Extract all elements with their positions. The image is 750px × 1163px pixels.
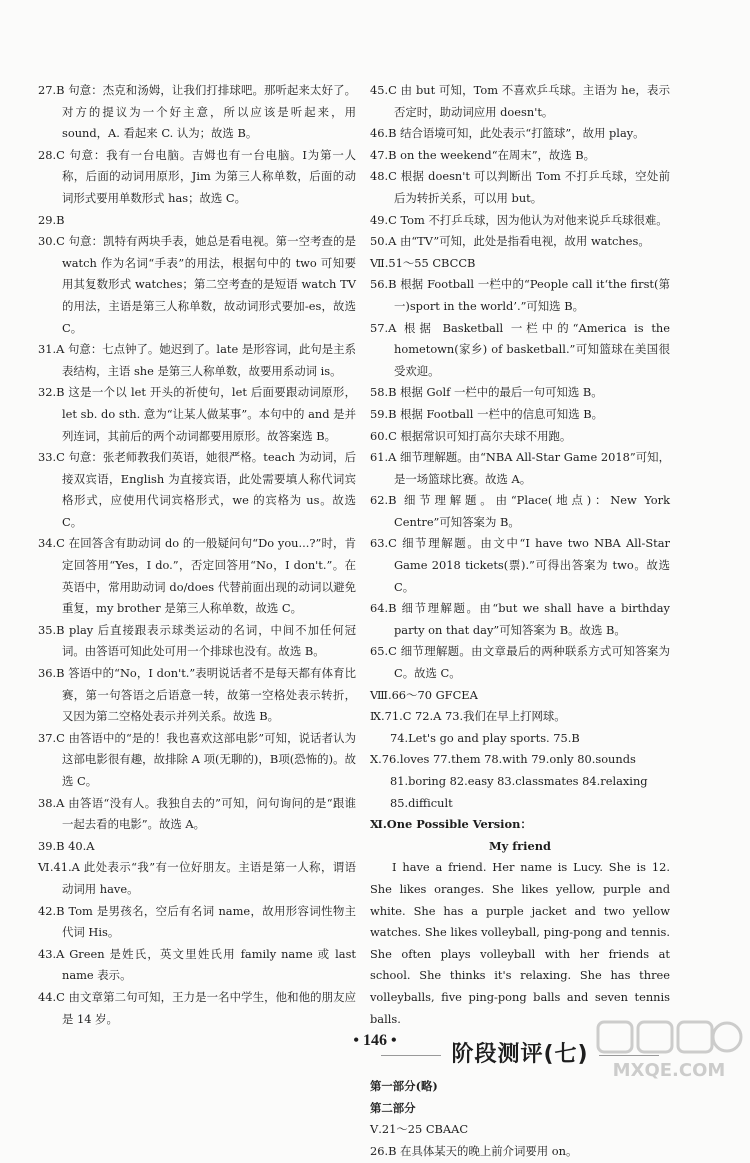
section-10-answers — [370, 749, 670, 814]
section-9-line-1: Ⅸ.71.C 72.A 73.我们在早上打网球。 — [370, 709, 566, 724]
left-answer-entry: Ⅵ.41.A 此处表示“我”有一位好朋友。主语是第一人称，谓语动词用 have。 — [38, 860, 356, 896]
essay-body: I have a friend. Her name is Lucy. She is 12. She likes oranges. She likes yellow, purple and white. She has a purple jacket and two yellow watches. She likes volleyball, ping-pong and tennis. She often plays volleyball with her friends at school. She thinks it's relaxing. She has three volleyballs, five ping-pong balls and seven tennis balls. — [370, 860, 670, 1026]
right-answer-entry: Ⅶ.51～55 CBCCB — [370, 255, 476, 270]
section-11-heading: Ⅺ.One Possible Version： — [370, 817, 532, 832]
watermark-logo — [594, 1018, 744, 1084]
left-answer-entry: 44.C 由文章第二句可知，王力是一名中学生，他和他的朋友应是 14 岁。 — [38, 989, 356, 1026]
right-answer-entry: 63.C 细节理解题。由文中“I have two NBA All-Star Game 2018 tickets(票).”可得出答案为 two。故选 C。 — [370, 536, 670, 594]
left-answer-entry: 32.B 这是一个以 let 开头的祈使句，let 后面要跟动词原形，let sb. do sth. 意为“让某人做某事”。本句中的 and 是并列连词，其前后的两个动词都要用原形。故答案选 B。 — [38, 385, 356, 443]
right-entry-list — [370, 80, 670, 685]
section-9-line-2: 74.Let's go and play sports. 75.B — [390, 730, 580, 745]
right-answer-entry: 60.C 根据常识可知打高尔夫球不用跑。 — [370, 428, 572, 443]
section-9-answers — [370, 706, 670, 749]
stage-title-text: 阶段测评(七) — [451, 1042, 589, 1068]
page-number: • 146 • — [353, 1032, 397, 1049]
right-answer-entry: 46.B 结合语境可知，此处表示“打篮球”，故用 play。 — [370, 126, 645, 141]
left-answer-entry: 27.B 句意：杰克和汤姆，让我们打排球吧。那听起来太好了。对方的提议为一个好主意，所以应该是听起来，用 sound，A. 看起来 C. 认为；故选 B。 — [38, 83, 356, 141]
left-answer-entry: 42.B Tom 是男孩名，空后有名词 name，故用形容词性物主代词 His。 — [38, 903, 356, 940]
right-answer-entry: 49.C Tom 不打乒乓球，因为他认为对他来说乒乓球很难。 — [370, 212, 668, 227]
left-column — [38, 80, 356, 1030]
right-column — [370, 80, 670, 1163]
section-10-line-2: 81.boring 82.easy 83.classmates 84.relaxing — [390, 774, 648, 788]
left-answer-entry: 36.B 答语中的“No，I don't.”表明说话者不是每天都有体育比赛，第一句答语之后语意一转，故第一空格处表示转折，又因为第二空格处表示并列关系。故选 B。 — [38, 666, 356, 724]
left-answer-entry: 38.A 由答语“没有人。我独自去的”可知，问句询问的是“跟谁一起去看的电影”。故选 A。 — [38, 795, 356, 832]
right-answer-entry: 45.C 由 but 可知，Tom 不喜欢乒乓球。主语为 he，表示否定时，助动词应用 doesn't。 — [370, 83, 670, 119]
left-answer-entry: 39.B 40.A — [38, 838, 95, 853]
section-8-answers: Ⅷ.66～70 GFCEA — [370, 687, 478, 702]
right-answer-entry: 62.B 细节理解题。由“Place(地点)：New York Centre”可知答案为 B。 — [370, 493, 670, 529]
right-answer-entry: 61.A 细节理解题。由“NBA All-Star Game 2018”可知，是一场篮球比赛。故选 A。 — [370, 450, 670, 486]
section-5-answers: Ⅴ.21～25 CBAAC — [370, 1122, 469, 1137]
left-answer-entry: 31.A 句意：七点钟了。她迟到了。late 是形容词，此句是主系表结构，主语 she 是第三人称单数，故要用系动词 is。 — [38, 342, 356, 378]
part-1-heading: 第一部分(略) — [370, 1079, 438, 1094]
right-answer-entry: 65.C 细节理解题。由文章最后的两种联系方式可知答案为 C。故选 C。 — [370, 644, 670, 681]
section-10-line-3: 85.difficult — [390, 795, 453, 810]
left-answer-entry: 37.C 由答语中的“是的！我也喜欢这部电影”可知，说话者认为这部电影很有趣，故排除 A 项(无聊的)，B项(恐怖的)。故选 C。 — [38, 730, 356, 788]
title-rule-left — [381, 1055, 441, 1056]
right-answer-entry: 58.B 根据 Golf 一栏中的最后一句可知选 B。 — [370, 385, 603, 400]
part-2-heading: 第二部分 — [370, 1100, 416, 1115]
right-answer-entry: 59.B 根据 Football 一栏中的信息可知选 B。 — [370, 406, 603, 421]
svg-text:MXQE.COM: MXQE.COM — [612, 1060, 726, 1081]
answer-26: 26.B 在具体某天的晚上前介词要用 on。 — [370, 1143, 578, 1158]
left-answer-entry: 29.B — [38, 212, 65, 227]
left-answer-entry: 34.C 在回答含有助动词 do 的一般疑问句“Do you...?”时，肯定回答用“Yes，I do.”，否定回答用“No，I don't.”。在英语中，常用助动词 do/does 代替前面出现的动词以避免重复，my brother 是第三人称单数，故选 C。 — [38, 536, 356, 616]
left-answer-entry: 35.B play 后直接跟表示球类运动的名词，中间不加任何冠词。由答语可知此处可用一个排球也没有。故选 B。 — [38, 622, 356, 659]
right-answer-entry: 47.B on the weekend“在周末”，故选 B。 — [370, 147, 596, 162]
essay-title: My friend — [489, 838, 551, 853]
essay — [370, 857, 670, 1030]
left-answer-entry: 30.C 句意：凯特有两块手表，她总是看电视。第一空考查的是 watch 作为名词“手表”的用法，根据句中的 two 可知要用其复数形式 watches；第二空考查的是短语 watch TV 的用法，主语是第三人称单数，故动词形式要加-es，故选 C。 — [38, 234, 356, 335]
right-answer-entry: 57.A 根据 Basketball 一栏中的“America is the hometown(家乡) of basketball.”可知篮球在美国很受欢迎。 — [370, 320, 670, 378]
section-10-line-1: Ⅹ.76.loves 77.them 78.with 79.only 80.sounds — [370, 752, 636, 767]
left-answer-entry: 28.C 句意：我有一台电脑。吉姆也有一台电脑。I为第一人称，后面的动词用原形，Jim 为第三人称单数，后面的动词形式要用单数形式 has；故选 C。 — [38, 147, 356, 205]
right-answer-entry: 56.B 根据 Football 一栏中的“People call it‘the first(第一)sport in the world’.”可知选 B。 — [370, 277, 670, 313]
right-answer-entry: 64.B 细节理解题。由“but we shall have a birthday party on that day”可知答案为 B。故选 B。 — [370, 601, 670, 637]
left-answer-entry: 33.C 句意：张老师教我们英语，她很严格。teach 为动词，后接双宾语，English 为直接宾语，此处需要填人称代词宾格形式，应使用代词宾格形式，we 的宾格为 us。故选 C。 — [38, 450, 356, 529]
right-answer-entry: 50.A 由“TV”可知，此处是指看电视，故用 watches。 — [370, 234, 650, 249]
left-answer-entry: 43.A Green 是姓氏，英文里姓氏用 family name 或 last name 表示。 — [38, 946, 356, 983]
right-answer-entry: 48.C 根据 doesn't 可以判断出 Tom 不打乒乓球，空处前后为转折关系，可以用 but。 — [370, 169, 670, 205]
